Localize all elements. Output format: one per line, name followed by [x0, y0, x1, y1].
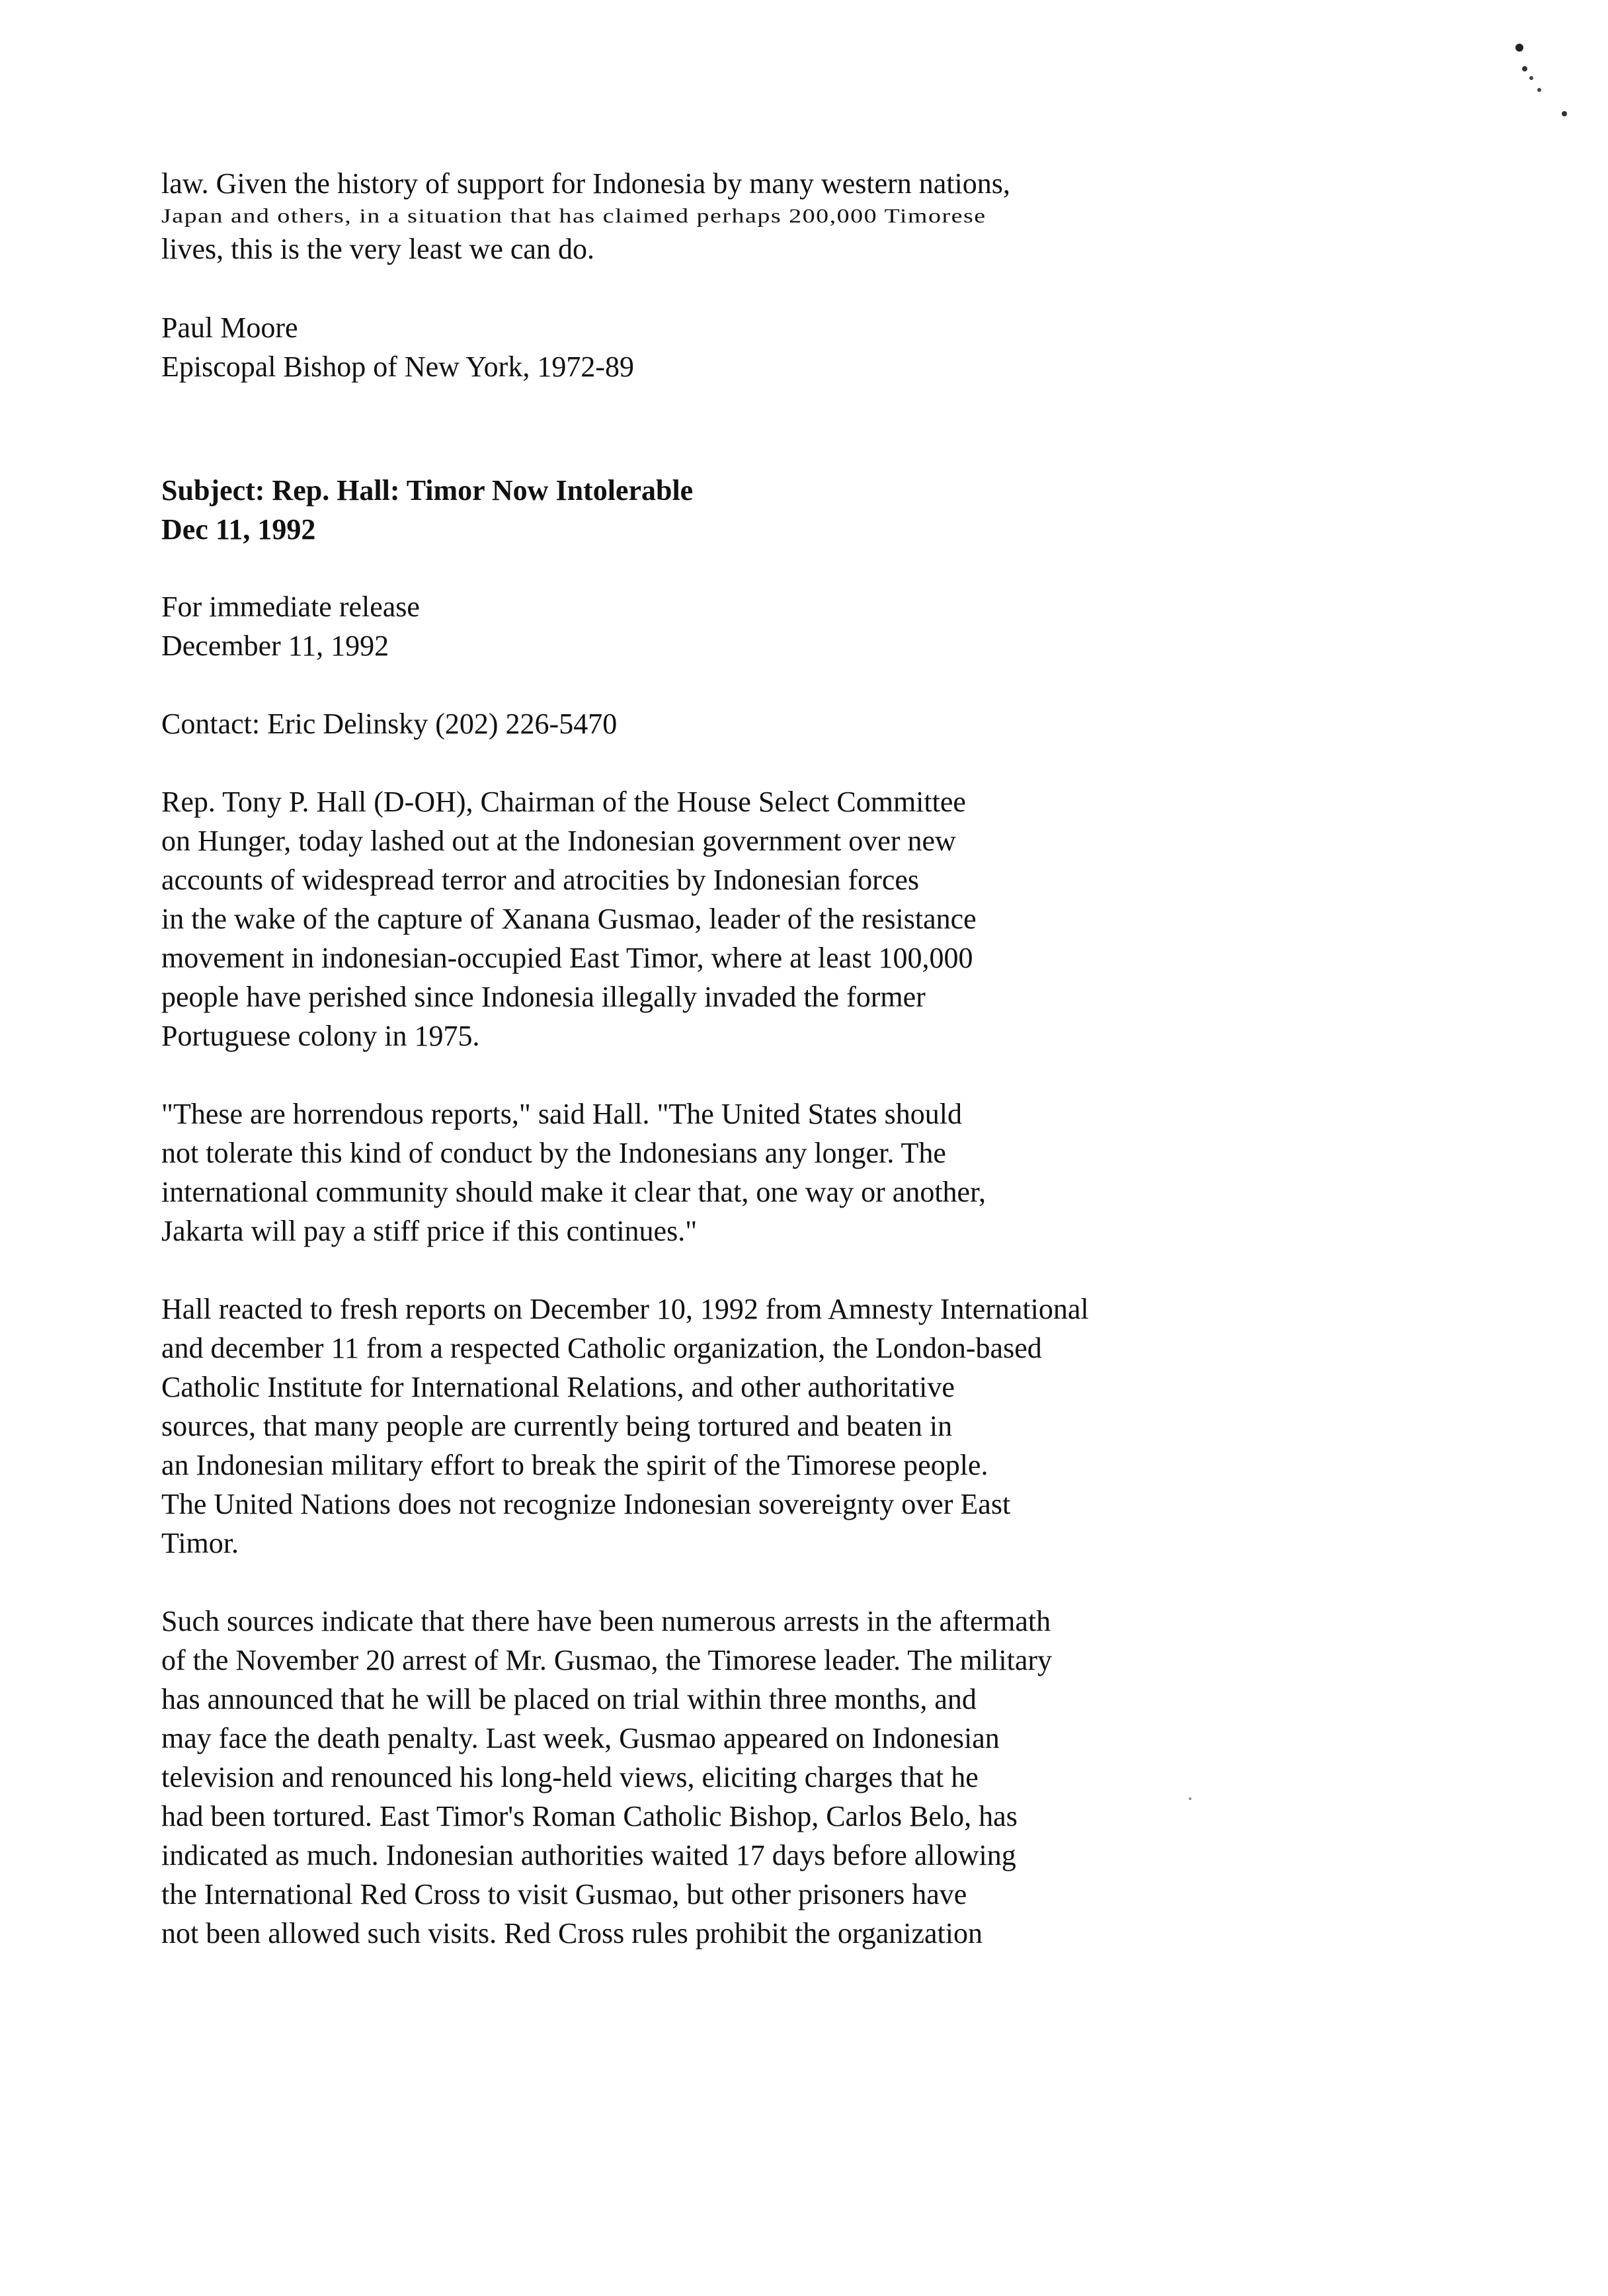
text-line: on Hunger, today lashed out at the Indonesian government over new: [161, 825, 956, 857]
letter-closing-paragraph: [161, 164, 1418, 268]
text-line: of the November 20 arrest of Mr. Gusmao, the Timorese leader. The military: [161, 1644, 1053, 1676]
body-paragraph: [161, 1602, 1418, 1953]
text-line: accounts of widespread terror and atrocities by Indonesian forces: [161, 864, 919, 896]
release-date: December 11, 1992: [161, 630, 389, 662]
press-release-heading: [161, 471, 1418, 549]
text-line: Timor.: [161, 1527, 239, 1559]
text-line: movement in indonesian-occupied East Timor, where at least 100,000: [161, 942, 973, 974]
document-body: [161, 164, 1418, 1992]
text-line: had been tortured. East Timor's Roman Catholic Bishop, Carlos Belo, has: [161, 1800, 1018, 1832]
text-line: in the wake of the capture of Xanana Gusmao, leader of the resistance: [161, 903, 977, 935]
body-paragraph: [161, 1094, 1418, 1250]
text-line: Rep. Tony P. Hall (D-OH), Chairman of the House Select Committee: [161, 786, 966, 818]
signature-name: Paul Moore: [161, 311, 298, 344]
text-line: lives, this is the very least we can do.: [161, 233, 594, 265]
text-line: the International Red Cross to visit Gusmao, but other prisoners have: [161, 1878, 967, 1910]
text-line: sources, that many people are currently being tortured and beaten in: [161, 1410, 953, 1442]
contact-line: Contact: Eric Delinsky (202) 226-5470: [161, 708, 618, 740]
text-line: The United Nations does not recognize Indonesian sovereignty over East: [161, 1488, 1011, 1520]
text-line: "These are horrendous reports," said Hall. "The United States should: [161, 1098, 963, 1130]
subject-date: Dec 11, 1992: [161, 513, 316, 546]
signature-block: [161, 308, 1418, 386]
text-line-partial: Japan and others, in a situation that has claimed perhaps 200,000 Timorese: [161, 204, 986, 227]
text-line: not tolerate this kind of conduct by the Indonesians any longer. The: [161, 1137, 946, 1169]
text-line: not been allowed such visits. Red Cross rules prohibit the organization: [161, 1917, 983, 1949]
contact-info: [161, 704, 1418, 743]
text-line: an Indonesian military effort to break the spirit of the Timorese people.: [161, 1449, 988, 1481]
text-line: Jakarta will pay a stiff price if this continues.": [161, 1215, 698, 1247]
text-line: law. Given the history of support for Indonesia by many western nations,: [161, 167, 1010, 200]
text-line: television and renounced his long-held views, eliciting charges that he: [161, 1761, 979, 1793]
body-paragraph: [161, 782, 1418, 1055]
text-line: has announced that he will be placed on trial within three months, and: [161, 1683, 977, 1715]
text-line: Such sources indicate that there have been numerous arrests in the aftermath: [161, 1605, 1051, 1637]
body-paragraph: [161, 1290, 1418, 1563]
text-line: may face the death penalty. Last week, Gusmao appeared on Indonesian: [161, 1722, 1000, 1754]
signature-title: Episcopal Bishop of New York, 1972-89: [161, 350, 634, 383]
text-line: Catholic Institute for International Relations, and other authoritative: [161, 1371, 955, 1403]
text-line: and december 11 from a respected Catholic organization, the London-based: [161, 1332, 1042, 1364]
text-line: Portuguese colony in 1975.: [161, 1020, 480, 1052]
release-line: For immediate release: [161, 591, 420, 623]
subject-line: Subject: Rep. Hall: Timor Now Intolerable: [161, 474, 694, 507]
text-line: indicated as much. Indonesian authorities waited 17 days before allowing: [161, 1839, 1016, 1871]
text-line: people have perished since Indonesia illegally invaded the former: [161, 981, 926, 1013]
release-info: [161, 587, 1418, 665]
text-line: Hall reacted to fresh reports on December 10, 1992 from Amnesty International: [161, 1293, 1089, 1325]
text-line: international community should make it clear that, one way or another,: [161, 1176, 986, 1208]
